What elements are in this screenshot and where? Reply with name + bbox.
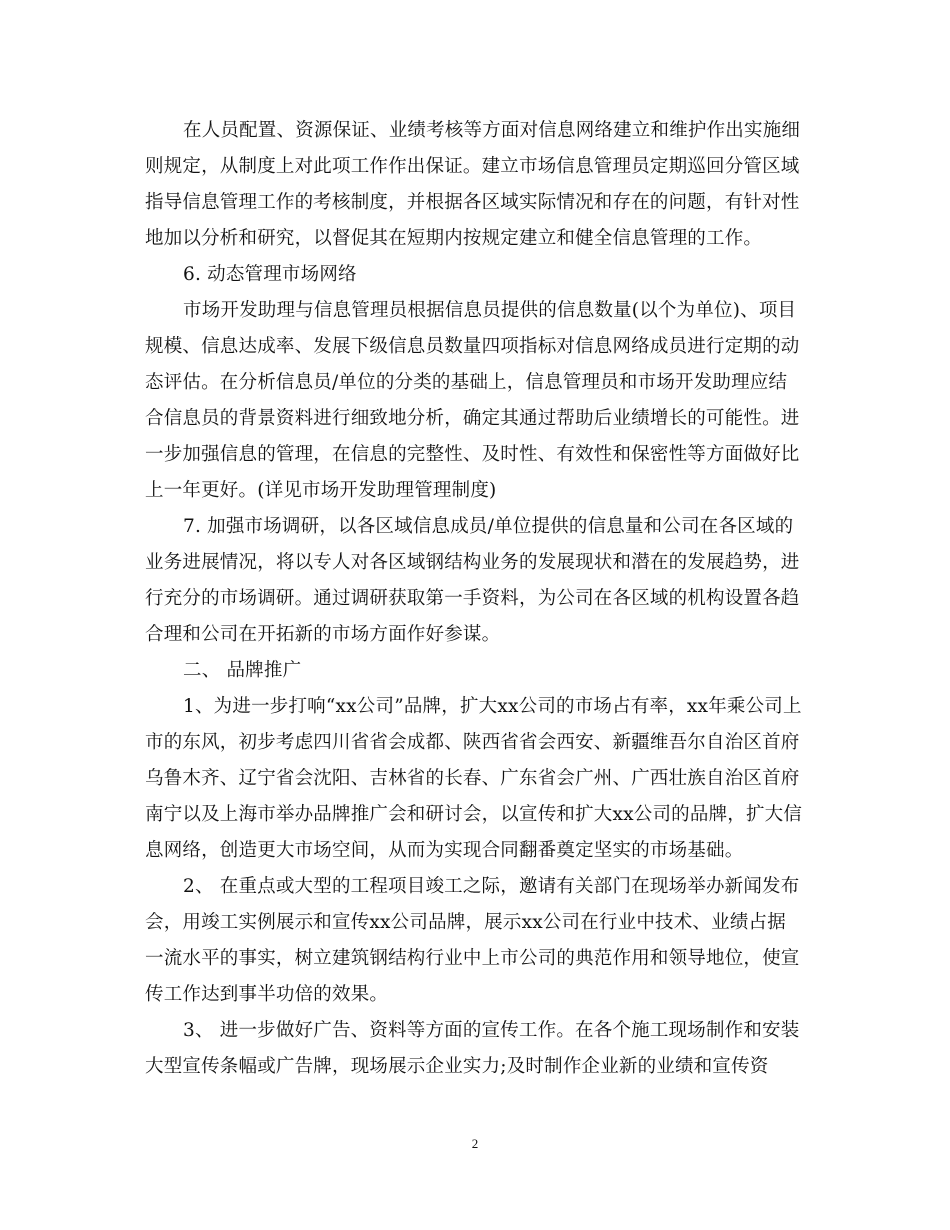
text-line: 6. 动态管理市场网络 [183,264,357,285]
text-line: 行充分的市场调研。通过调研获取第一手资料，为公司在各区域的机构设置各趋 [145,588,800,609]
text-line: 乌鲁木齐、辽宁省会沈阳、吉林省的长春、广东省会广州、广西壮族自治区首府 [145,768,800,789]
text-line: 合理和公司在开拓新的市场方面作好参谋。 [145,624,501,645]
text-line: 指导信息管理工作的考核制度，并根据各区域实际情况和存在的问题，有针对性 [145,192,800,213]
text-line: 市场开发助理与信息管理员根据信息员提供的信息数量(以个为单位)、项目 [183,300,797,321]
text-line: 在人员配置、资源保证、业绩考核等方面对信息网络建立和维护作出实施细 [183,120,801,141]
text-line: 业务进展情况，将以专人对各区域钢结构业务的发展现状和潜在的发展趋势，进 [145,552,800,573]
page-number: 2 [471,1136,479,1151]
text-line: 2、 在重点或大型的工程项目竣工之际，邀请有关部门在现场举办新闻发布 [183,876,800,897]
text-line: 南宁以及上海市举办品牌推广会和研讨会，以宣传和扩大xx公司的品牌，扩大信 [145,804,803,825]
document-body [145,113,805,1085]
text-line: 1、为进一步打响“xx公司”品牌，扩大xx公司的市场占有率，xx年乘公司上 [183,696,802,717]
text-line: 传工作达到事半功倍的效果。 [145,984,389,1005]
text-line: 一流水平的事实，树立建筑钢结构行业中上市公司的典范作用和领导地位，使宣 [145,948,800,969]
text-line: 规模、信息达成率、发展下级信息员数量四项指标对信息网络成员进行定期的动 [145,336,800,357]
text-line: 合信息员的背景资料进行细致地分析，确定其通过帮助后业绩增长的可能性。进 [145,408,800,429]
text-line: 一步加强信息的管理，在信息的完整性、及时性、有效性和保密性等方面做好比 [145,444,800,465]
text-line: 大型宣传条幅或广告牌，现场展示企业实力;及时制作企业新的业绩和宣传资 [145,1056,769,1077]
text-line: 态评估。在分析信息员/单位的分类的基础上，信息管理员和市场开发助理应结 [145,372,788,393]
text-line: 会，用竣工实例展示和宣传xx公司品牌，展示xx公司在行业中技术、业绩占据 [145,912,786,933]
text-line: 上一年更好。(详见市场开发助理管理制度) [145,480,497,501]
text-line: 地加以分析和研究，以督促其在短期内按规定建立和健全信息管理的工作。 [145,228,763,249]
text-line: 7. 加强市场调研，以各区域信息成员/单位提供的信息量和公司在各区域的 [183,516,794,537]
text-line: 息网络，创造更大市场空间，从而为实现合同翻番奠定坚实的市场基础。 [145,840,744,861]
text-line: 3、 进一步做好广告、资料等方面的宣传工作。在各个施工现场制作和安装 [183,1020,800,1041]
text-line: 则规定，从制度上对此项工作作出保证。建立市场信息管理员定期巡回分管区域 [145,156,800,177]
text-line: 市的东风，初步考虑四川省省会成都、陕西省省会西安、新疆维吾尔自治区首府 [145,732,800,753]
text-line: 二、 品牌推广 [183,660,302,681]
